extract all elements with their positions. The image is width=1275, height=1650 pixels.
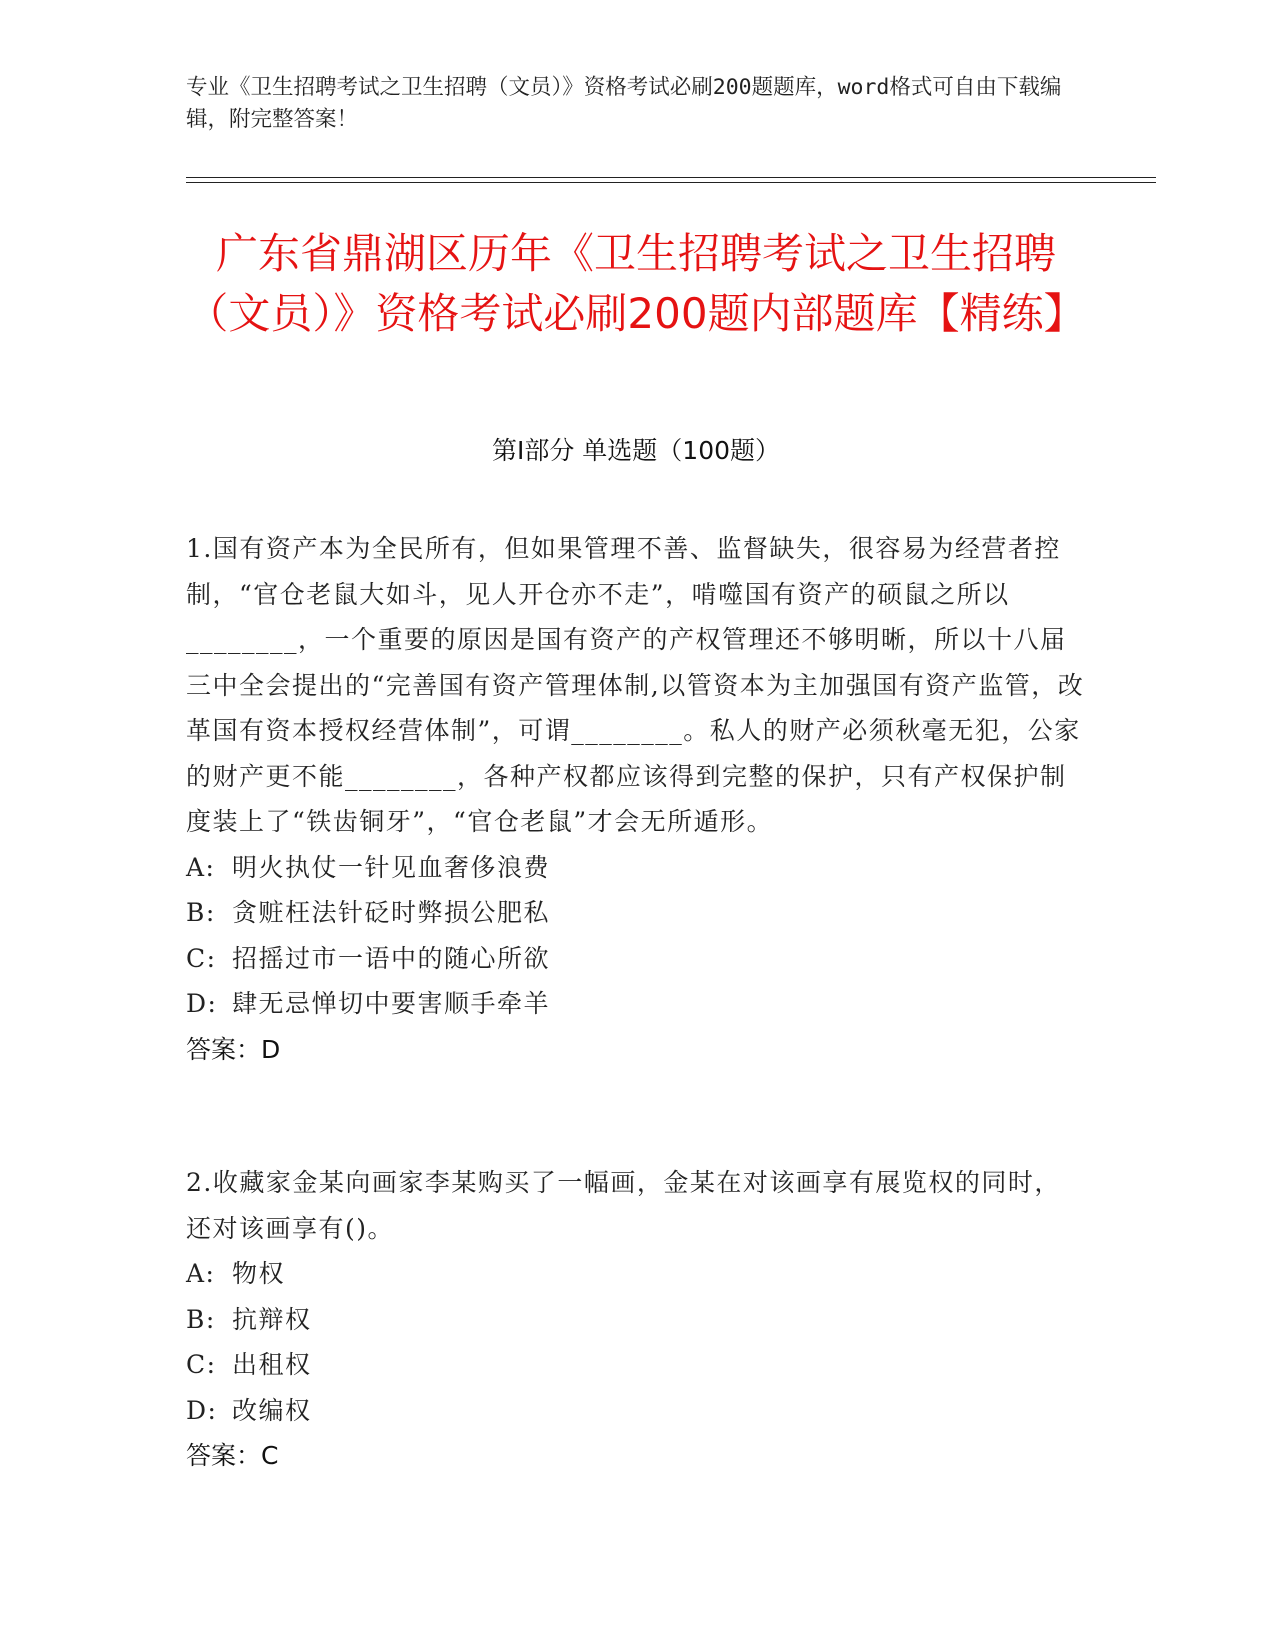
option-d — [186, 1388, 1086, 1434]
question-stem: 2.收藏家金某向画家李某购买了一幅画，金某在对该画享有展览权的同时，还对该画享有()。 — [186, 1168, 1061, 1243]
option-a — [186, 1251, 1086, 1297]
option-letter: C: — [186, 1350, 217, 1379]
option-b — [186, 1297, 1086, 1343]
option-letter: A: — [186, 1259, 216, 1288]
header-divider-bottom — [186, 182, 1156, 183]
option-text: 物权 — [232, 1259, 286, 1288]
option-text: 出租权 — [232, 1350, 312, 1379]
option-list — [186, 1251, 1086, 1433]
option-list — [186, 845, 1086, 1027]
option-letter: A: — [186, 852, 216, 882]
header-divider-top — [186, 177, 1156, 178]
option-letter: D: — [186, 1395, 218, 1425]
option-text: 肆无忌惮切中要害顺手牵羊 — [232, 989, 551, 1018]
option-d — [186, 981, 1086, 1027]
option-text: 招摇过市一语中的随心所欲 — [232, 943, 551, 973]
option-c — [186, 936, 1086, 982]
option-b — [186, 890, 1086, 936]
option-text: 明火执仗一针见血奢侈浪费 — [232, 852, 551, 882]
question-1 — [186, 526, 1086, 1072]
header-note: 专业《卫生招聘考试之卫生招聘（文员）》资格考试必刷200题题库，word格式可自由下载编辑，附完整答案！ — [186, 75, 1062, 132]
question-stem: 1.国有资产本为全民所有，但如果管理不善、监督缺失，很容易为经营者控制，“官仓老鼠大如斗，见人开仓亦不走”，啃噬国有资产的硕鼠之所以________，一个重要的原因是国有资产的产权管理还不够明晰，所以十八届三中全会提出的“完善国有资产管理体制,以管资本为主加强国有资产监管，改革国有资本授权经营体制”，可谓________。私人的财产必须秋毫无犯，公家的财产更不能________，各种产权都应该得到完整的保护，只有产权保护制度装上了“铁齿铜牙”，“官仓老鼠”才会无所遁形。 — [186, 534, 1085, 836]
section-heading: 第Ⅰ部分 单选题（100题） — [491, 436, 781, 465]
answer-label: 答案：D — [186, 1034, 281, 1064]
option-letter: B: — [186, 1304, 216, 1334]
option-text: 贪赃枉法针砭时弊损公肥私 — [232, 898, 551, 927]
answer-label: 答案：C — [186, 1441, 279, 1470]
question-2 — [186, 1160, 1086, 1479]
option-letter: B: — [186, 898, 216, 927]
option-a — [186, 845, 1086, 891]
option-letter: D: — [186, 989, 218, 1018]
option-letter: C: — [186, 943, 217, 973]
option-c — [186, 1342, 1086, 1388]
option-text: 抗辩权 — [232, 1304, 312, 1334]
option-text: 改编权 — [232, 1395, 312, 1425]
document-title: 广东省鼎湖区历年《卫生招聘考试之卫生招聘（文员）》资格考试必刷200题内部题库【精练】 — [186, 229, 1086, 338]
